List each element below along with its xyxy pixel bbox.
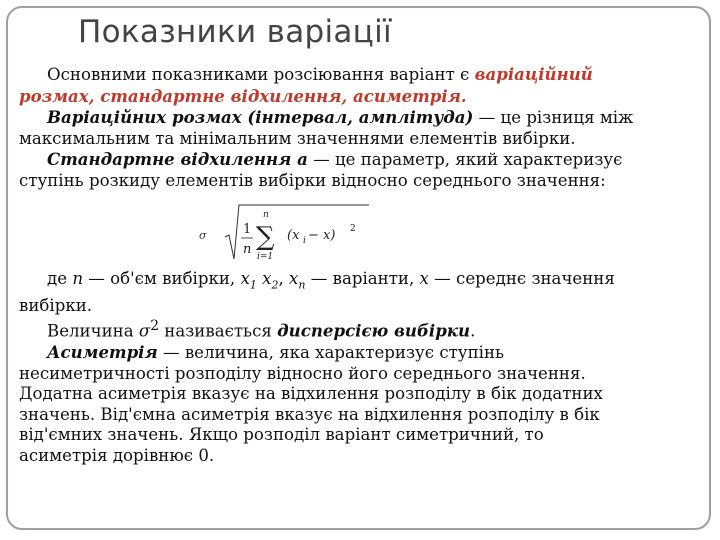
- slide-body: [19, 64, 699, 466]
- sigma-symbol: σ: [138, 321, 151, 341]
- paragraph-stddev: [19, 149, 699, 171]
- term-stddev: Стандартне відхилення а: [47, 149, 308, 169]
- text-asym-6: асиметрія дорівнює 0.: [19, 445, 215, 465]
- asym-line-4: [19, 405, 699, 426]
- asym-line-5: [19, 425, 699, 446]
- var-n: n: [72, 269, 83, 288]
- sub-n: n: [298, 278, 306, 292]
- text-asym-1: — величина, яка характеризує ступінь: [157, 343, 505, 363]
- text-notation-e: вибірки.: [19, 295, 93, 315]
- formula-sigma: σ: [199, 229, 207, 242]
- text-notation-b: — об'єм вибірки,: [83, 269, 241, 288]
- term-asymmetry: Асиметрія: [47, 342, 158, 363]
- text-asym-2: несиметричності розподілу відносно його середнього значення.: [19, 363, 586, 383]
- text-notation-a: де: [47, 269, 73, 288]
- term-rest: − x): [308, 228, 336, 243]
- asym-line-3: [19, 384, 699, 405]
- text-range-def: — це різниця між: [473, 108, 634, 127]
- text-variance-c: .: [470, 321, 476, 341]
- asym-line-6: [19, 446, 699, 467]
- formula-graphic: [199, 193, 379, 269]
- paragraph-range-cont: [19, 129, 699, 150]
- paragraph-asymmetry: [19, 342, 699, 364]
- accent-terms: розмах, стандартне відхилення, асиметрія.: [19, 85, 467, 106]
- paragraph-indicators-cont: [19, 86, 699, 108]
- text-stddev-def: — це параметр, який характеризує: [307, 150, 623, 169]
- var-x1: x: [240, 269, 250, 288]
- var-x: x: [419, 269, 429, 288]
- var-x2: x: [256, 269, 272, 288]
- text-asym-3: Додатна асиметрія вказує на відхилення розподілу в бік додатних: [19, 384, 603, 404]
- term-square: 2: [350, 224, 356, 234]
- text-asym-4: значень. Від'ємна асиметрія вказує на відхилення розподілу в бік: [19, 404, 600, 424]
- sum-upper: n: [263, 210, 269, 220]
- text-variance-a: Величина: [47, 321, 139, 341]
- formula-one: 1: [243, 222, 252, 237]
- slide-title: Показники варіації: [78, 14, 392, 50]
- text-notation-d: — середнє значення: [428, 269, 615, 288]
- term-range: Варіаційних розмах (інтервал, амплітуда): [47, 107, 474, 127]
- stddev-formula: [19, 191, 699, 269]
- asym-line-2: [19, 364, 699, 385]
- term-variance: дисперсією вибірки: [277, 320, 471, 341]
- formula-n: n: [243, 242, 252, 257]
- paragraph-notation: [19, 269, 699, 296]
- text-notation-c: — варіанти,: [305, 269, 420, 288]
- sigma-sup: 2: [150, 318, 160, 335]
- sub-2: 2: [271, 278, 279, 292]
- sub-1: 1: [249, 278, 257, 292]
- sum-lower: i=1: [257, 252, 274, 262]
- text-lead: Основними показниками розсіювання варіант є: [47, 65, 475, 84]
- term-sub: i: [303, 236, 306, 246]
- text-sep: ,: [278, 269, 290, 288]
- paragraph-stddev-cont: [19, 171, 699, 192]
- term-open: (x: [287, 228, 300, 243]
- paragraph-indicators: [19, 64, 699, 86]
- paragraph-range: [19, 107, 699, 129]
- sum-symbol: ∑: [256, 222, 275, 252]
- text-asym-5: від'ємних значень. Якщо розподіл варіант симетричний, то: [19, 425, 544, 445]
- text-stddev-def-cont: ступінь розкиду елементів вибірки відносно середнього значення:: [19, 170, 606, 190]
- text-range-def-cont: максимальним та мінімальним значеннями елементів вибірки.: [19, 128, 576, 148]
- accent-term: варіаційний: [474, 64, 593, 84]
- text-variance-b: називається: [159, 321, 278, 341]
- paragraph-variance: [19, 316, 699, 342]
- paragraph-notation-cont: [19, 296, 699, 317]
- var-xn: x: [289, 269, 299, 288]
